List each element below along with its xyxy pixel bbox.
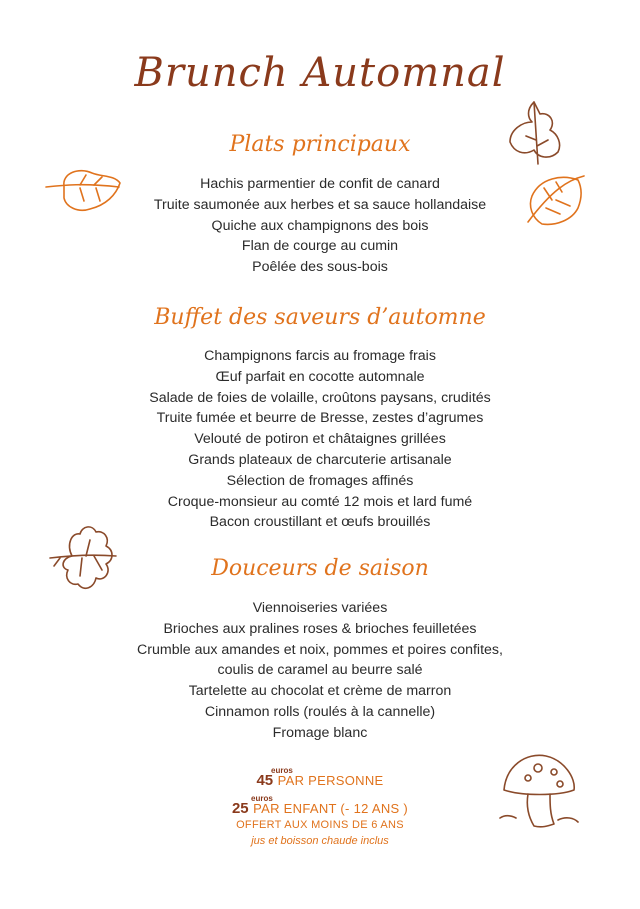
menu-item: Grands plateaux de charcuterie artisanale [188,451,452,468]
menu-item: Truite fumée et beurre de Bresse, zestes d’agrumes [156,410,484,427]
menu-item: Fromage blanc [272,724,368,741]
section-title-buffet: Buffet des saveurs d’automne [154,305,486,330]
leaf-icon [504,100,564,166]
mushroom-icon [498,750,580,830]
menu-item: Hachis parmentier de confit de canard [200,176,440,192]
menu-item: Sélection de fromages affinés [226,472,414,489]
price-currency: euros [251,794,273,803]
menu-item: Truite saumonée aux herbes et sa sauce hollandaise [153,196,487,213]
leaf-icon [522,170,586,230]
menu-item: Tartelette au chocolat et crème de marron [188,683,452,700]
menu-item: Viennoiseries variées [252,600,388,616]
menu-item: Quiche aux champignons des bois [211,217,429,234]
maple-leaf-icon [46,520,122,600]
section-title-desserts: Douceurs de saison [211,556,429,581]
leaf-icon [44,165,124,220]
menu-item: Velouté de potiron et châtaignes grillées [194,431,446,448]
included-note: jus et boisson chaude inclus [251,835,389,847]
menu-item: Œuf parfait en cocotte automnale [215,368,425,385]
menu-item: Flan de courge au cumin [241,238,399,255]
menu-item: Bacon croustillant et œufs brouillés [209,514,431,531]
menu-item: Crumble aux amandes et noix, pommes et poires confites, [137,641,503,658]
menu-item: Champignons farcis au fromage frais [204,348,436,364]
price-currency: euros [271,766,293,775]
price-amount: 45 [256,772,274,789]
menu-item: Brioches aux pralines roses & brioches feuilletées [163,620,477,637]
price-amount: 25 [231,800,249,817]
section-items-desserts [0,598,640,744]
section-items-buffet [0,346,640,533]
menu-item: Salade de foies de volaille, croûtons paysans, crudités [149,389,491,406]
menu-item: Cinnamon rolls (roulés à la cannelle) [204,703,436,720]
price-label: PAR PERSONNE [277,773,384,788]
section-title-main-dishes: Plats principaux [229,132,411,157]
menu-title: Brunch Automnal [134,50,506,96]
menu-item: Croque-monsieur au comté 12 mois et lard fumé [167,493,473,510]
menu-item: Poêlée des sous-bois [252,259,388,276]
free-note: OFFERT AUX MOINS DE 6 ANS [236,819,404,831]
menu-item: coulis de caramel au beurre salé [217,662,423,679]
price-label: PAR ENFANT (- 12 ANS ) [253,801,409,816]
